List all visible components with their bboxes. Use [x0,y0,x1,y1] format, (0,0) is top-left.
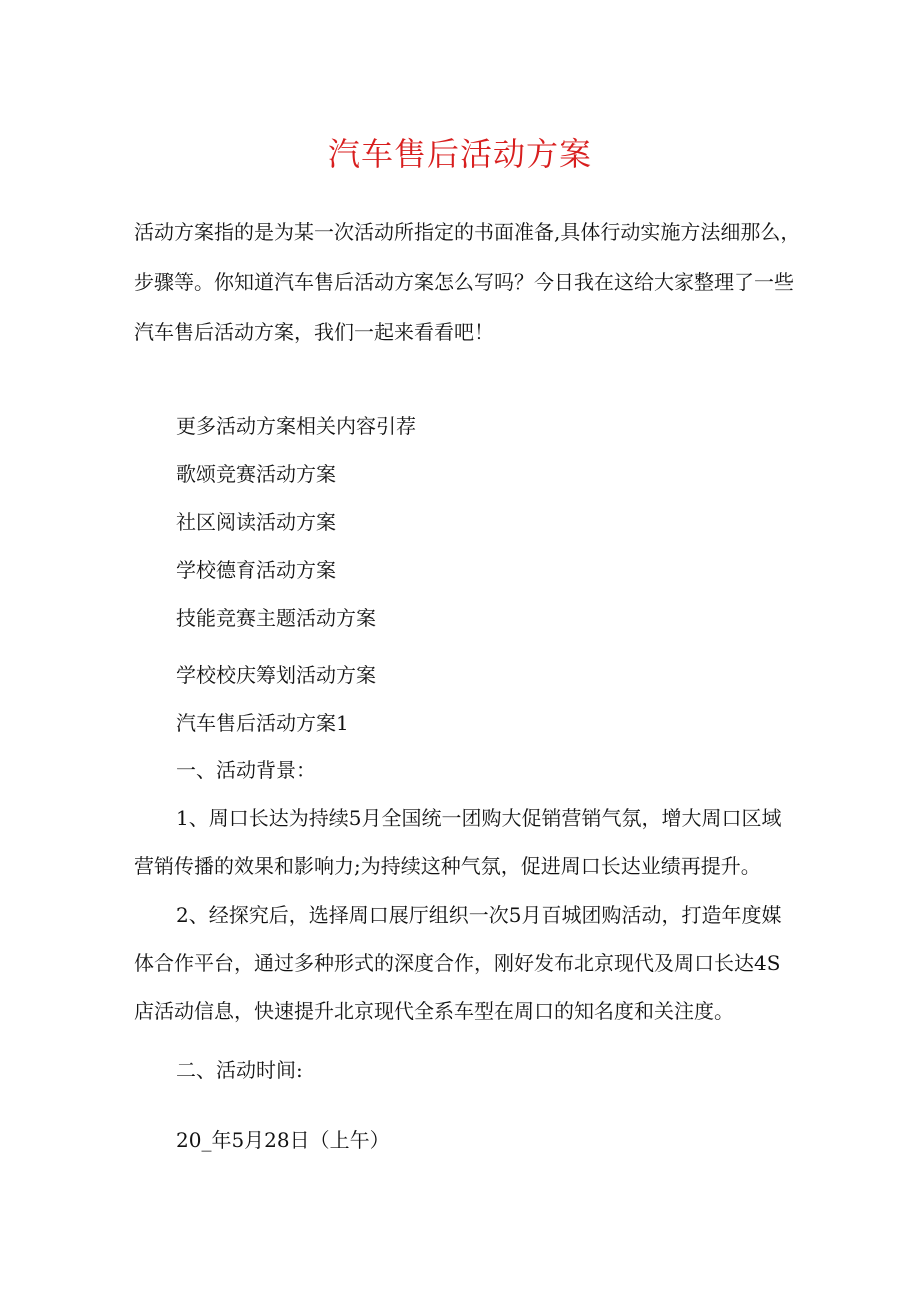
time-value: 20_年5月28日（上午） [176,1128,390,1152]
background-item1-line2: 营销传播的效果和影响力;为持续这种气氛，促进周口长达业绩再提升。 [134,854,761,878]
intro-line-3: 汽车售后活动方案，我们一起来看看吧！ [134,320,494,344]
document-title: 汽车售后活动方案 [327,135,592,173]
related-link-2[interactable]: 社区阅读活动方案 [176,510,336,534]
related-link-1[interactable]: 歌颂竞赛活动方案 [176,462,336,486]
background-heading: 一、活动背景： [176,758,316,782]
related-link-3[interactable]: 学校德育活动方案 [176,558,336,582]
intro-line-2: 步骤等。你知道汽车售后活动方案怎么写吗？今日我在这给大家整理了一些 [134,270,794,294]
time-heading: 二、活动时间: [176,1058,303,1082]
background-item2-line3: 店活动信息，快速提升北京现代全系车型在周口的知名度和关注度。 [134,999,734,1023]
related-link-5[interactable]: 学校校庆筹划活动方案 [176,663,376,687]
intro-line-1: 活动方案指的是为某一次活动所指定的书面准备,具体行动实施方法细那么， [134,220,801,244]
related-link-4[interactable]: 技能竞赛主题活动方案 [176,606,376,630]
background-item2-line1: 2、经探究后，选择周口展厅组织一次5月百城团购活动，打造年度媒 [176,903,782,927]
background-item2-line2: 体合作平台，通过多种形式的深度合作，刚好发布北京现代及周口长达4S [134,951,781,975]
related-heading: 更多活动方案相关内容引荐 [176,414,416,438]
section-title: 汽车售后活动方案1 [176,711,349,735]
background-item1-line1: 1、周口长达为持续5月全国统一团购大促销营销气氛，增大周口区域 [176,806,782,830]
